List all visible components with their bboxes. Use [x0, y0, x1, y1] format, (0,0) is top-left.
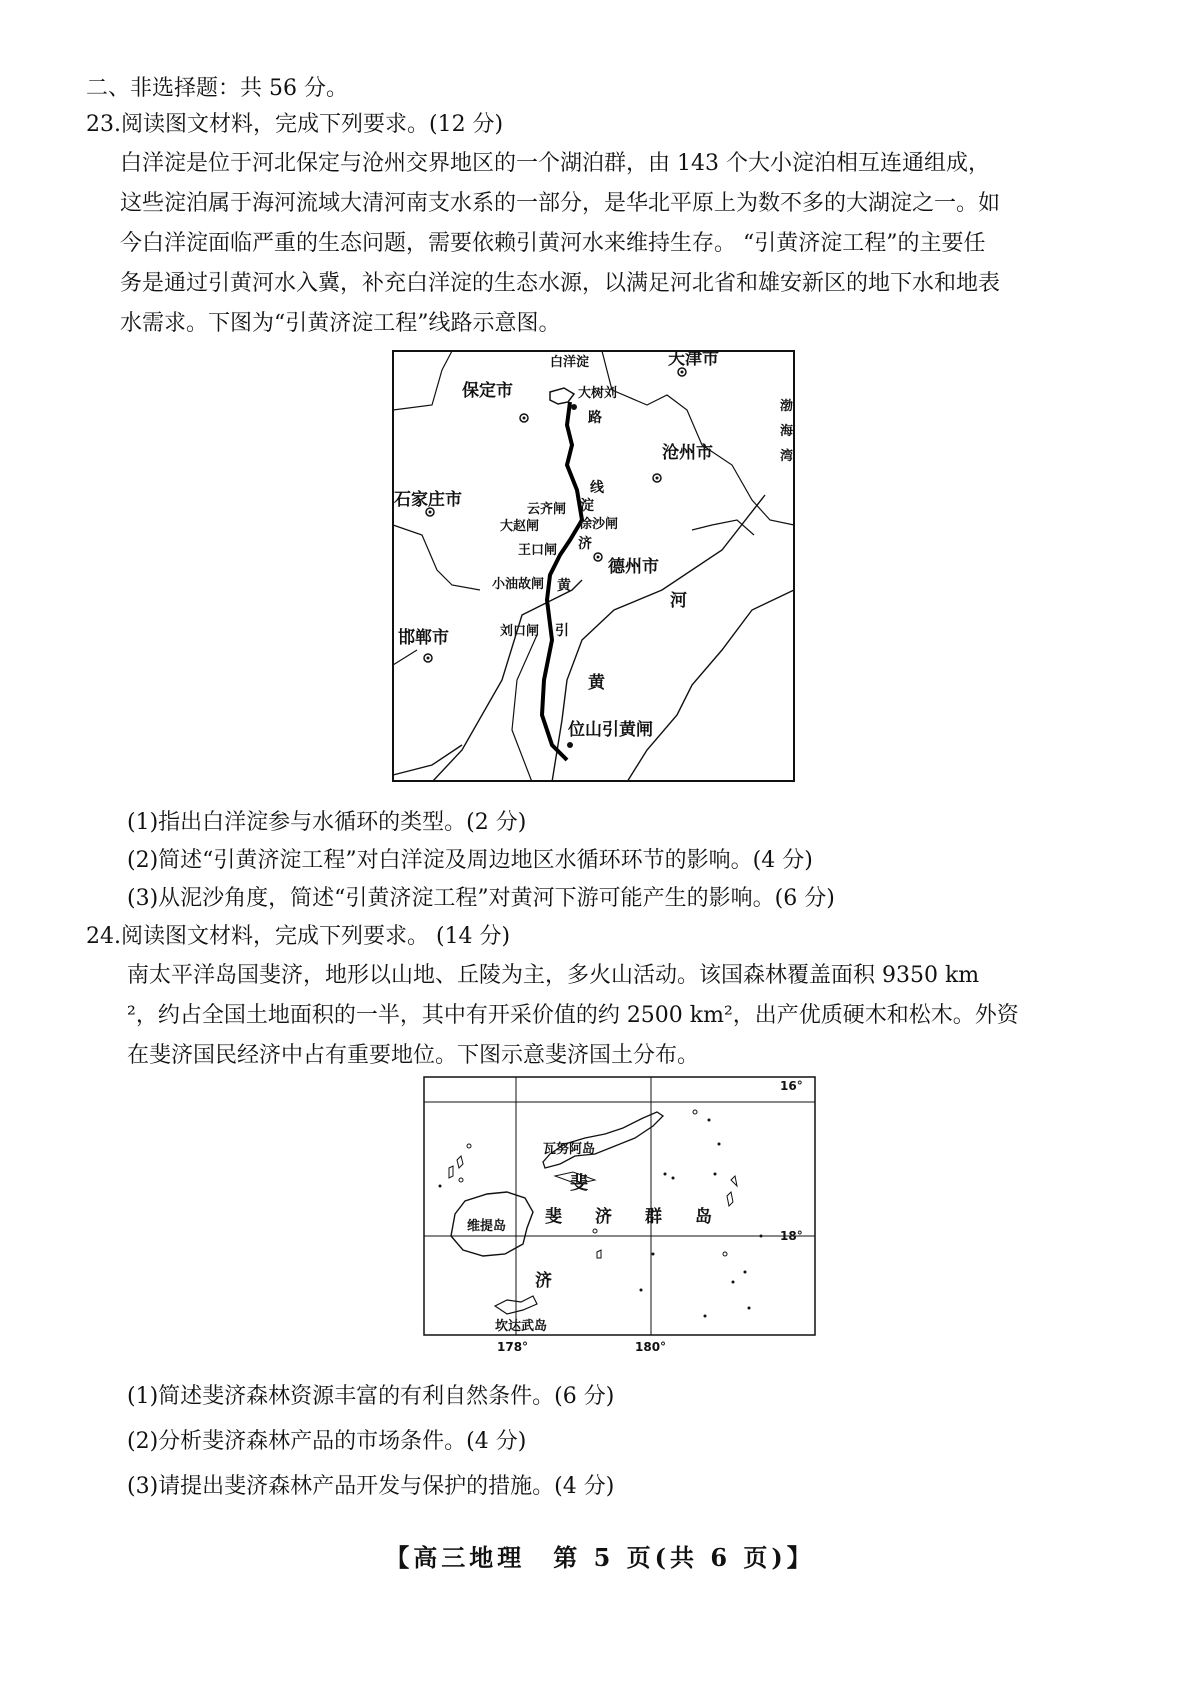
label-wangkou: 王口闸 — [518, 543, 558, 558]
label-ji-1: 济 — [595, 1207, 612, 1227]
label-bohai-2: 海 — [780, 424, 794, 439]
label-ji-2: 济 — [535, 1271, 552, 1291]
yellow-river-diversion-map — [392, 350, 795, 782]
label-xusha: 徐沙闸 — [579, 517, 619, 532]
q24-question-1: (1)简述斐济森林资源丰富的有利自然条件。(6 分) — [127, 1384, 615, 1409]
label-dashuliu: 大树刘 — [578, 386, 618, 401]
label-he: 河 — [670, 591, 687, 611]
label-xiaoyougu: 小油故闸 — [492, 577, 545, 592]
label-178deg: 178° — [497, 1340, 529, 1351]
label-dao: 岛 — [695, 1207, 712, 1227]
page-footer: 【高三地理 第 5 页(共 6 页)】 — [385, 1543, 815, 1572]
q24-question-3: (3)请提出斐济森林产品开发与保护的措施。(4 分) — [127, 1474, 615, 1499]
label-shijiazhuang: 石家庄市 — [394, 490, 462, 510]
section-heading: 二、非选择题：共 56 分。 — [86, 76, 348, 101]
label-baiyangdian: 白洋淀 — [550, 355, 590, 370]
q23-question-2: (2)简述“引黄济淀工程”对白洋淀及周边地区水循环环节的影响。(4 分) — [127, 848, 813, 873]
label-qun: 群 — [645, 1207, 662, 1227]
q24-question-2: (2)分析斐济森林产品的市场条件。(4 分) — [127, 1429, 527, 1454]
label-kadavu: 坎达武岛 — [495, 1319, 548, 1334]
label-dezhou: 德州市 — [608, 557, 659, 577]
label-lu: 路 — [588, 410, 602, 426]
q23-paragraph: 白洋淀是位于河北保定与沧州交界地区的一个湖泊群，由 143 个大小淀泊相互连通组成， 这些淀泊属于海河流域大清河南支水系的一部分，是华北平原上为数不多的大湖淀之一。如 今白洋淀面临严重的生态问题，需要依赖引黄河水来维持生存。 “引黄济淀工程”的主要任 务是通过引黄河水入冀，补充白洋淀的生态水源，以满足河北省和雄安新区的地下水和地表 水需求。下图为“引黄济淀工程”线路示意图。 — [120, 151, 1001, 336]
label-xian: 线 — [590, 480, 604, 496]
label-bohai-3: 湾 — [780, 449, 794, 464]
label-tianjin: 天津市 — [668, 350, 719, 369]
label-cangzhou: 沧州市 — [662, 443, 713, 463]
label-yunqi: 云齐闸 — [527, 502, 567, 517]
label-baoding: 保定市 — [462, 381, 513, 401]
label-handan: 邯郸市 — [398, 628, 449, 648]
label-180deg: 180° — [635, 1340, 667, 1351]
label-bohai-1: 渤 — [780, 399, 794, 414]
q23-question-3: (3)从泥沙角度，简述“引黄济淀工程”对黄河下游可能产生的影响。(6 分) — [127, 886, 835, 911]
q24-title: 24.阅读图文材料，完成下列要求。 (14 分) — [86, 924, 511, 949]
label-viti-levu: 维提岛 — [467, 1219, 507, 1234]
label-huang-river: 黄 — [588, 673, 605, 693]
q24-paragraph: 南太平洋岛国斐济，地形以山地、丘陵为主，多火山活动。该国森林覆盖面积 9350 km ²，约占全国土地面积的一半，其中有开采价值的约 2500 km²，出产优质硬木和松木。外资 在斐济国民经济中占有重要地位。下图示意斐济国土分布。 — [127, 963, 1019, 1068]
label-yin: 引 — [555, 623, 569, 639]
label-18deg: 18° — [780, 1229, 803, 1243]
label-16deg: 16° — [780, 1079, 803, 1093]
label-weishan: 位山引黄闸 — [568, 720, 653, 740]
label-liukou: 刘口闸 — [500, 624, 540, 639]
label-huang-route: 黄 — [557, 578, 571, 594]
label-dian: 淀 — [580, 498, 594, 514]
label-vanua-levu: 瓦努阿岛 — [543, 1142, 596, 1157]
label-dazhao: 大赵闸 — [500, 519, 540, 534]
label-fei-1: 斐 — [570, 1173, 588, 1194]
q23-question-1: (1)指出白洋淀参与水循环的类型。(2 分) — [127, 810, 527, 835]
label-ji: 济 — [578, 536, 592, 552]
fiji-territory-map — [395, 1076, 825, 1351]
q23-title: 23.阅读图文材料，完成下列要求。(12 分) — [86, 112, 504, 137]
label-fei-2: 斐 — [545, 1207, 562, 1227]
